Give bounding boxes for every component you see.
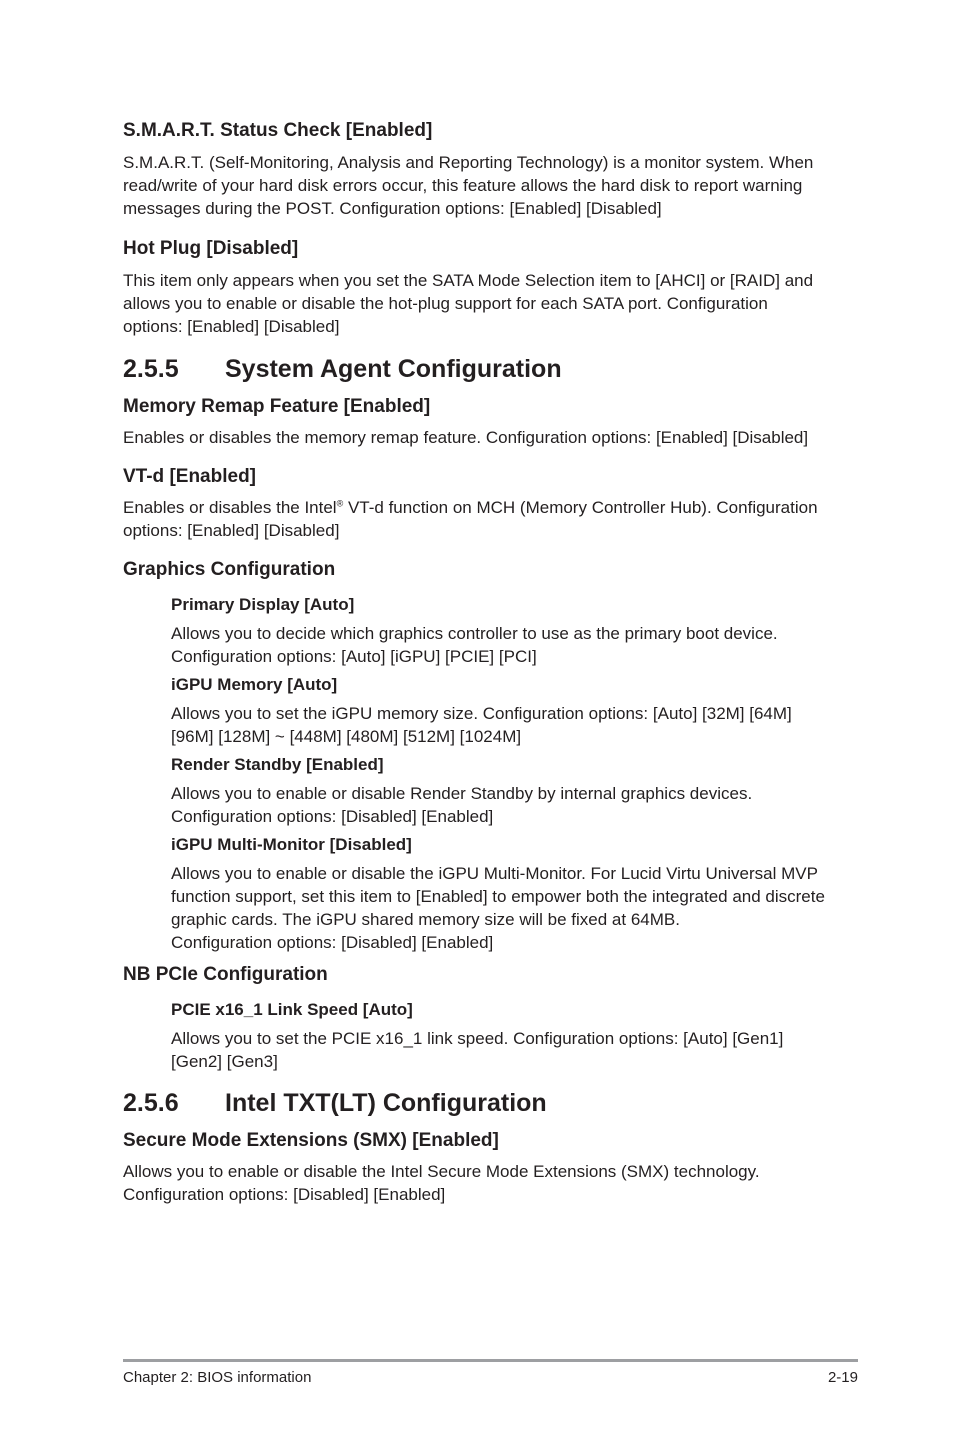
section-title: Intel TXT(LT) Configuration: [225, 1089, 547, 1117]
igpu-memory-line-1: Allows you to set the iGPU memory size. Configuration options: [Auto] [32M] [64M]: [171, 704, 792, 723]
vtd-body-pre: Enables or disables the Intel: [123, 498, 337, 517]
nbpcie-items: [171, 999, 843, 1073]
nbpcie-heading: NB PCIe Configuration: [123, 964, 328, 985]
section-title: System Agent Configuration: [225, 355, 562, 383]
graphics-heading: Graphics Configuration: [123, 559, 336, 580]
vtd-body: [123, 496, 838, 542]
igpu-multimonitor-line-2: function support, set this item to [Enabled] to empower both the integrated and discrete: [171, 887, 825, 906]
section-2-5-6-heading: [123, 1088, 843, 1118]
igpu-multimonitor-line-4: Configuration options: [Disabled] [Enabled]: [171, 933, 494, 952]
render-standby-line-1: Allows you to enable or disable Render Standby by internal graphics devices.: [171, 784, 753, 803]
graphics-items: [171, 594, 843, 954]
pcie-link-speed-heading: PCIE x16_1 Link Speed [Auto]: [171, 1000, 413, 1019]
smx-line-1: Allows you to enable or disable the Intel Secure Mode Extensions (SMX) technology.: [123, 1162, 760, 1181]
section-number: 2.5.6: [123, 1089, 179, 1117]
page-footer: [123, 1359, 858, 1388]
primary-display-line-2: Configuration options: [Auto] [iGPU] [PCIE] [PCI]: [171, 647, 537, 666]
smx-heading: Secure Mode Extensions (SMX) [Enabled]: [123, 1130, 499, 1151]
igpu-multimonitor-heading: iGPU Multi-Monitor [Disabled]: [171, 835, 412, 854]
igpu-multimonitor-line-1: Allows you to enable or disable the iGPU Multi-Monitor. For Lucid Virtu Universal MVP: [171, 864, 818, 883]
memremap-body: Enables or disables the memory remap feature. Configuration options: [Enabled] [Disabled]: [123, 428, 809, 447]
smart-body: S.M.A.R.T. (Self-Monitoring, Analysis and Reporting Technology) is a monitor system. When read/write of your hard disk errors occur, this feature allows the hard disk to report warning messages during the POST. Configuration options: [Enabled] [Disabled]: [123, 153, 814, 218]
vtd-body-post: VT-d function on MCH (Memory Controller Hub). Configuration options: [Enabled] [Disabled]: [123, 498, 818, 540]
registered-mark: ®: [336, 498, 344, 509]
pcie-link-speed-line-1: Allows you to set the PCIE x16_1 link speed. Configuration options: [Auto] [Gen1]: [171, 1029, 784, 1048]
primary-display-line-1: Allows you to decide which graphics controller to use as the primary boot device.: [171, 624, 778, 643]
igpu-multimonitor-line-3: graphic cards. The iGPU shared memory size will be fixed at 64MB.: [171, 910, 680, 929]
hotplug-body: This item only appears when you set the SATA Mode Selection item to [AHCI] or [RAID] and allows you to enable or disable the hot-plug support for each SATA port. Configuration options: [Enabled] [Disabled]: [123, 271, 814, 336]
smx-line-2: Configuration options: [Disabled] [Enabled]: [123, 1185, 446, 1204]
memremap-heading: Memory Remap Feature [Enabled]: [123, 396, 431, 417]
footer-page-number: 2-19: [827, 1369, 858, 1386]
render-standby-line-2: Configuration options: [Disabled] [Enabled]: [171, 807, 494, 826]
igpu-memory-line-2: [96M] [128M] ~ [448M] [480M] [512M] [1024M]: [171, 727, 522, 746]
igpu-memory-heading: iGPU Memory [Auto]: [171, 675, 338, 694]
hotplug-heading: Hot Plug [Disabled]: [123, 238, 299, 259]
section-2-5-5-heading: [123, 354, 843, 384]
vtd-heading: VT-d [Enabled]: [123, 466, 256, 487]
footer-chapter: Chapter 2: BIOS information: [123, 1369, 312, 1386]
render-standby-heading: Render Standby [Enabled]: [171, 755, 384, 774]
page-content: [123, 119, 843, 1206]
smart-heading: S.M.A.R.T. Status Check [Enabled]: [123, 120, 433, 141]
pcie-link-speed-line-2: [Gen2] [Gen3]: [171, 1052, 278, 1071]
section-number: 2.5.5: [123, 355, 179, 383]
primary-display-heading: Primary Display [Auto]: [171, 595, 355, 614]
